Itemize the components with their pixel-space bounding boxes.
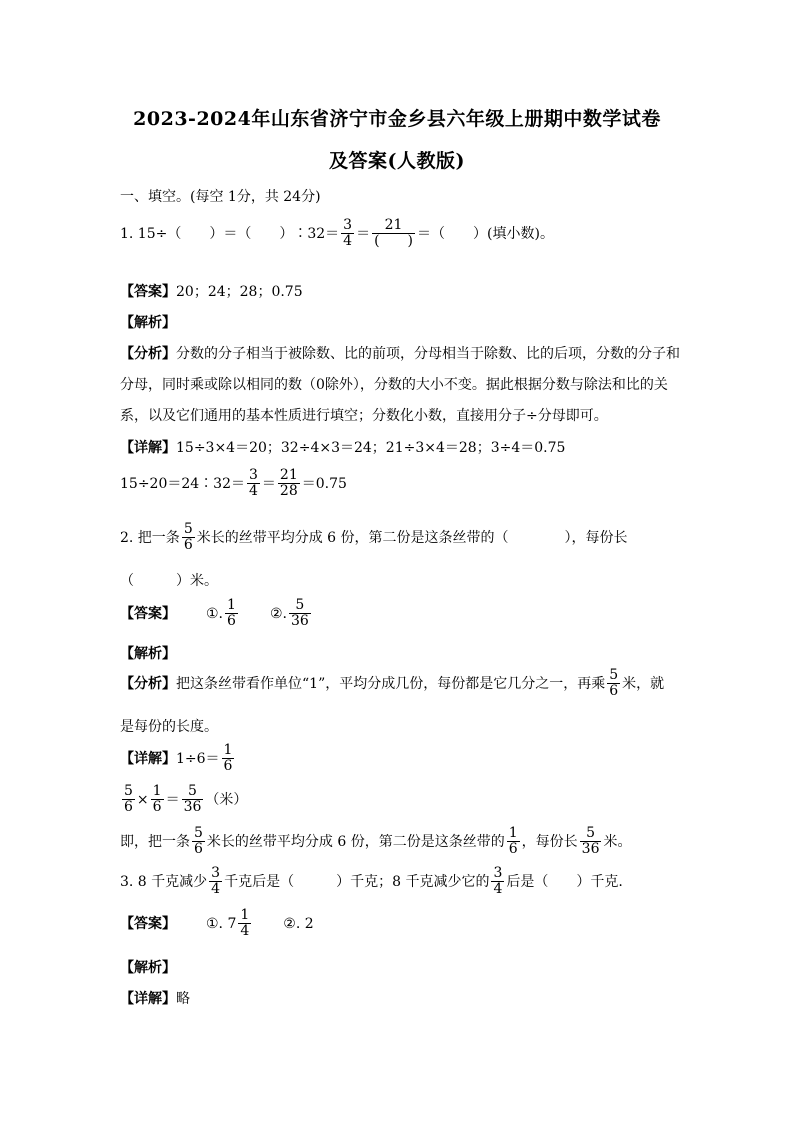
- q3-analysis-label: 【解析】: [120, 960, 176, 976]
- doc-title-line2: 及答案(人教版): [329, 150, 465, 172]
- q1-detail-line2: 15÷20＝24∶32＝ $\frac{3}{4}$ ＝ $\frac{21}{28}$ ＝0.75: [120, 467, 347, 500]
- q2-fenxi-fraction: $\frac{5}{6}$: [609, 667, 619, 700]
- q2-detail-fraction-a: $\frac{5}{6}$: [124, 783, 133, 816]
- q2-detail-fraction-b: $\frac{1}{6}$: [152, 783, 162, 816]
- q2-fraction: $\frac{5}{6}$: [183, 521, 193, 554]
- q2-answer: 【答案】 ①. $\frac{1}{6}$ ②. $\frac{5}{36}$: [120, 597, 309, 630]
- q1-detail-fraction-2: $\frac{21}{28}$: [279, 467, 298, 500]
- q2-detail-fraction-c: $\frac{5}{36}$: [183, 783, 202, 816]
- q1-detail-fraction-1: $\frac{3}{4}$: [249, 467, 258, 500]
- question-2: 2. 把一条 $\frac{5}{6}$ 米长的丝带平均分成 6 份，第二份是这条丝带的（ ），每份长: [120, 521, 628, 554]
- question-3: 3. 8 千克减少 $\frac{3}{4}$ 千克后是（ ）千克；8 千克减少它的 $\frac{3}{4}$ 后是（ ）千克.: [120, 865, 623, 898]
- q2-concl-fraction-3: $\frac{5}{36}$: [581, 825, 600, 858]
- q3-detail: 【详解】略: [120, 991, 190, 1007]
- q2-analysis-label: 【解析】: [120, 646, 176, 662]
- q3-answer-fraction: $\frac{1}{4}$: [240, 907, 250, 940]
- q1-answer: 【答案】20；24；28；0.75: [120, 284, 303, 300]
- question-1: 1. 15÷（ ）＝（ ）∶32＝ $\frac{3}{4}$ ＝ $\frac{21}{( )}$ ＝（ ）(填小数)。: [120, 217, 554, 250]
- q2-concl-fraction-1: $\frac{5}{6}$: [194, 825, 203, 858]
- q1-prefix: 1. 15÷（ ）＝（ ）∶32＝: [120, 225, 340, 242]
- q3-fraction-2: $\frac{3}{4}$: [493, 865, 503, 898]
- q3-answer: 【答案】 ①. 7 $\frac{1}{4}$ ②. 2: [120, 907, 314, 940]
- q2-answer-fraction-1: $\frac{1}{6}$: [227, 597, 236, 630]
- q3-fraction-1: $\frac{3}{4}$: [211, 865, 221, 898]
- q1-fraction-2: $\frac{21}{( )}$: [374, 217, 414, 250]
- doc-title-line1: 2023-2024年山东省济宁市金乡县六年级上册期中数学试卷: [133, 108, 661, 130]
- q2-detail-fraction: $\frac{1}{6}$: [223, 742, 233, 775]
- q2-conclusion: 即，把一条 $\frac{5}{6}$ 米长的丝带平均分成 6 份，第二份是这条丝带的 $\frac{1}{6}$ ，每份长 $\frac{5}{36}$ 米。: [120, 825, 632, 858]
- q2-fenxi-line1: 【分析】把这条丝带看作单位“1”，平均分成几份，每份都是它几分之一，再乘 $\frac{5}{6}$ 米，就: [120, 667, 665, 700]
- q2-detail-line2: $\frac{5}{6}$ × $\frac{1}{6}$ ＝ $\frac{5}{36}$ （米）: [124, 783, 248, 816]
- q2-answer-fraction-2: $\frac{5}{36}$: [290, 597, 309, 630]
- q1-analysis-label: 【解析】: [120, 315, 176, 331]
- q2-fenxi-line2: 是每份的长度。: [120, 719, 218, 735]
- question-2-line2: （ ）米。: [120, 573, 218, 589]
- section-heading: 一、填空。(每空 1分，共 24分): [120, 189, 321, 205]
- q1-fenxi-line1: 【分析】分数的分子相当于被除数、比的前项，分母相当于除数、比的后项，分数的分子和: [120, 346, 680, 362]
- q1-fraction-1: $\frac{3}{4}$: [343, 217, 353, 250]
- q1-suffix: ＝（ ）(填小数)。: [417, 225, 554, 242]
- q1-fenxi-line3: 系，以及它们通用的基本性质进行填空；分数化小数，直接用分子÷分母即可。: [120, 408, 608, 424]
- q1-detail-line1: 【详解】15÷3×4＝20；32÷4×3＝24；21÷3×4＝28；3÷4＝0.75: [120, 440, 566, 456]
- q1-fenxi-line2: 分母，同时乘或除以相同的数（0除外），分数的大小不变。据此根据分数与除法和比的关: [120, 377, 668, 393]
- q2-detail-line1: 【详解】1÷6＝ $\frac{1}{6}$: [120, 742, 233, 775]
- q2-concl-fraction-2: $\frac{1}{6}$: [508, 825, 518, 858]
